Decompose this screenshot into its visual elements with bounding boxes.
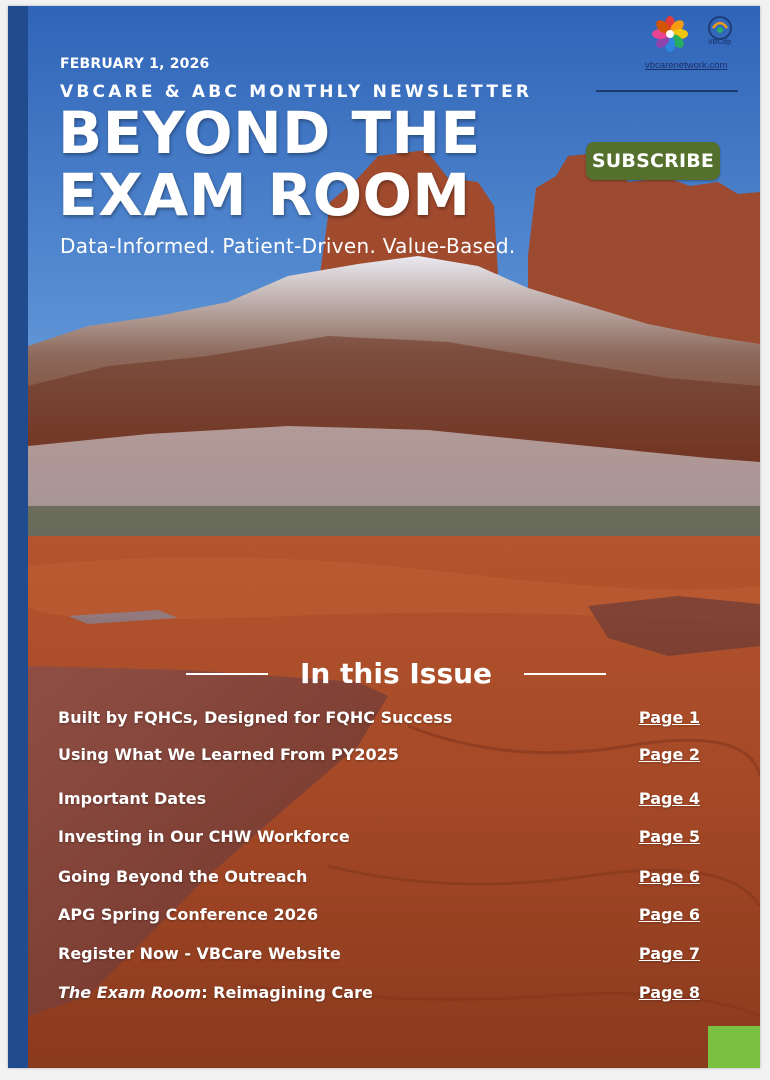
toc-page-link[interactable]: Page 6: [638, 867, 700, 886]
flower-logo-icon: [652, 16, 688, 52]
toc-item[interactable]: [58, 904, 700, 926]
toc-item-title: Investing in Our CHW Workforce: [58, 827, 350, 846]
newsletter-name: VBCARE & ABC MONTHLY NEWSLETTER: [60, 82, 533, 102]
toc-item[interactable]: [58, 866, 700, 888]
toc-item[interactable]: [58, 982, 700, 1004]
toc-page-link[interactable]: Page 4: [638, 789, 700, 808]
tagline: Data-Informed. Patient-Driven. Value-Based.: [60, 234, 516, 258]
toc-header: [186, 656, 606, 692]
toc-item[interactable]: [58, 826, 700, 848]
toc-page-link[interactable]: Page 6: [638, 905, 700, 924]
toc-item-title: Built by FQHCs, Designed for FQHC Success: [58, 708, 453, 727]
toc-item-title: APG Spring Conference 2026: [58, 905, 319, 924]
toc-page-link[interactable]: Page 8: [638, 983, 700, 1002]
toc-item[interactable]: [58, 788, 700, 810]
toc-item-title: [58, 982, 373, 1004]
toc-page-link[interactable]: Page 5: [638, 827, 700, 846]
toc-page-link[interactable]: Page 7: [638, 944, 700, 963]
toc-page-link[interactable]: Page 2: [638, 745, 700, 764]
issue-date: FEBRUARY 1, 2026: [60, 56, 210, 72]
toc-item-title: Going Beyond the Outreach: [58, 867, 308, 886]
vbc-logo-icon: [702, 14, 738, 54]
green-corner-accent: [708, 1026, 760, 1068]
subscribe-button[interactable]: SUBSCRIBE: [586, 142, 720, 180]
toc-item[interactable]: [58, 943, 700, 965]
website-link[interactable]: vbcarenetwork.com: [645, 60, 728, 71]
title-line-1: BEYOND THE: [58, 99, 481, 167]
toc-item-title: Important Dates: [58, 789, 207, 808]
toc-heading: In this Issue: [299, 657, 493, 690]
toc-item-title-rest: : Reimagining Care: [201, 983, 373, 1002]
toc-heading-rule-right: [524, 673, 606, 675]
toc-item[interactable]: [58, 744, 700, 766]
left-accent-bar: [8, 6, 28, 1068]
newsletter-title: [58, 99, 481, 229]
toc-page-link[interactable]: Page 1: [638, 708, 700, 727]
title-line-2: EXAM ROOM: [58, 161, 471, 229]
toc-item-title: Register Now - VBCare Website: [58, 944, 341, 963]
vbc-logo-text: VBCdp: [708, 39, 732, 46]
subtitle-divider: [596, 90, 738, 92]
toc-item-title-italic: The Exam Room: [58, 983, 202, 1002]
toc-item[interactable]: [58, 707, 700, 729]
toc-item-title: Using What We Learned From PY2025: [58, 745, 399, 764]
newsletter-cover: [8, 6, 760, 1068]
